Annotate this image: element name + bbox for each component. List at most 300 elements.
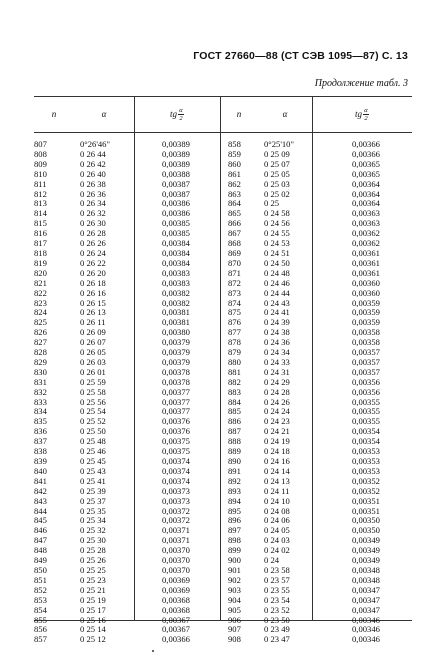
table-cell: 837 bbox=[34, 436, 47, 447]
table-cell: 0 23 52 bbox=[264, 604, 290, 615]
table-cell: 0,00385 bbox=[162, 228, 190, 239]
table-cell: 0 26 40 bbox=[80, 168, 106, 179]
table-cell: 0 25 07 bbox=[264, 158, 290, 169]
table-cell: 0 25 35 bbox=[80, 505, 106, 516]
fraction-numerator: α bbox=[179, 106, 183, 114]
table-cell: 0,00354 bbox=[352, 436, 380, 447]
header-tg-label: tg bbox=[169, 109, 177, 119]
table-cell: 880 bbox=[228, 356, 241, 367]
table-cell: 850 bbox=[34, 564, 47, 575]
table-cell: 0°25'10" bbox=[264, 139, 294, 149]
table-cell: 0,00362 bbox=[352, 228, 380, 239]
table-cell: 873 bbox=[228, 287, 241, 298]
table-cell: 814 bbox=[34, 208, 47, 219]
table-cell: 0 24 43 bbox=[264, 297, 290, 308]
table-cell: 0,00368 bbox=[162, 594, 190, 605]
table-cell: 0,00370 bbox=[162, 564, 190, 575]
fraction-denominator: 2 bbox=[179, 114, 183, 122]
table-cell: 0 24 44 bbox=[264, 287, 290, 298]
table-cell: 833 bbox=[34, 396, 47, 407]
header-n-left: n bbox=[51, 109, 57, 119]
half-angle-fraction bbox=[178, 107, 184, 122]
table-cell: 0,00367 bbox=[162, 614, 190, 625]
angle-table bbox=[34, 96, 412, 645]
table-cell: 872 bbox=[228, 277, 241, 288]
table-cell: 0,00352 bbox=[352, 485, 380, 496]
table-cell: 0,00368 bbox=[162, 604, 190, 615]
table-cell: 815 bbox=[34, 218, 47, 229]
table-cell: 0,00346 bbox=[352, 614, 380, 625]
table-cell: 854 bbox=[34, 604, 47, 615]
table-cell: 0 25 25 bbox=[80, 564, 106, 575]
table-cell: 0,00357 bbox=[352, 356, 380, 367]
table-cell: 0,00352 bbox=[352, 475, 380, 486]
table-cell: 0 25 12 bbox=[80, 634, 106, 645]
table-cell: 846 bbox=[34, 525, 47, 536]
table-cell: 852 bbox=[34, 584, 47, 595]
table-cell: 0 25 21 bbox=[80, 584, 106, 595]
table-cell: 0,00353 bbox=[352, 465, 380, 476]
table-cell: 0,00361 bbox=[352, 267, 380, 278]
table-cell: 821 bbox=[34, 277, 47, 288]
table-cell: 0,00366 bbox=[352, 139, 380, 149]
table-cell: 863 bbox=[228, 188, 241, 199]
table-cell: 0 26 22 bbox=[80, 257, 106, 268]
table-cell: 810 bbox=[34, 168, 47, 179]
table-cell: 0,00366 bbox=[352, 148, 380, 159]
table-cell: 0 24 53 bbox=[264, 238, 290, 249]
header-tg-label: tg bbox=[354, 109, 362, 119]
table-cell: 832 bbox=[34, 386, 47, 397]
table-cell: 0 25 03 bbox=[264, 178, 290, 189]
table-cell: 0,00377 bbox=[162, 396, 190, 407]
table-cell: 0,00355 bbox=[352, 406, 380, 417]
column-divider bbox=[312, 96, 313, 621]
table-cell: 838 bbox=[34, 446, 47, 457]
table-cell: 0 24 18 bbox=[264, 446, 290, 457]
table-cell: 0 25 56 bbox=[80, 396, 106, 407]
table-cell: 835 bbox=[34, 416, 47, 427]
table-cell: 0,00379 bbox=[162, 347, 190, 358]
table-cell: 0,00375 bbox=[162, 436, 190, 447]
table-cell: 819 bbox=[34, 257, 47, 268]
table-cell: 0,00350 bbox=[352, 525, 380, 536]
table-cell: 849 bbox=[34, 555, 47, 566]
table-cell: 908 bbox=[228, 634, 241, 645]
table-cell: 0 26 15 bbox=[80, 297, 106, 308]
table-cell: 901 bbox=[228, 564, 241, 575]
table-cell: 818 bbox=[34, 247, 47, 258]
table-cell: 0 25 43 bbox=[80, 465, 106, 476]
table-cell: 0 25 05 bbox=[264, 168, 290, 179]
table-cell: 0,00376 bbox=[162, 416, 190, 427]
table-cell: 0 25 26 bbox=[80, 555, 106, 566]
table-cell: 811 bbox=[34, 178, 47, 189]
table-cell: 0,00360 bbox=[352, 287, 380, 298]
table-cell: 829 bbox=[34, 356, 47, 367]
table-cell: 876 bbox=[228, 317, 241, 328]
table-cell: 884 bbox=[228, 396, 241, 407]
table-cell: 0,00389 bbox=[162, 158, 190, 169]
table-cell: 869 bbox=[228, 247, 241, 258]
table-cell: 0,00382 bbox=[162, 297, 190, 308]
table-cell: 0 25 17 bbox=[80, 604, 106, 615]
right-alpha-column bbox=[264, 140, 294, 645]
table-cell: 0,00374 bbox=[162, 475, 190, 486]
table-cell: 0 24 29 bbox=[264, 376, 290, 387]
table-cell: 0,00351 bbox=[352, 495, 380, 506]
table-cell: 848 bbox=[34, 545, 47, 556]
table-cell: 0 26 20 bbox=[80, 267, 106, 278]
table-cell: 0,00387 bbox=[162, 188, 190, 199]
table-cell: 0 24 06 bbox=[264, 515, 290, 526]
table-cell: 903 bbox=[228, 584, 241, 595]
table-cell: 0 26 32 bbox=[80, 208, 106, 219]
table-cell: 0,00378 bbox=[162, 376, 190, 387]
table-cell: 853 bbox=[34, 594, 47, 605]
table-cell: 0,00364 bbox=[352, 178, 380, 189]
table-cell: 0 24 41 bbox=[264, 307, 290, 318]
table-cell: 0,00366 bbox=[162, 634, 190, 645]
table-cell: 839 bbox=[34, 456, 47, 466]
table-cell: 0 25 19 bbox=[80, 594, 106, 605]
table-cell: 844 bbox=[34, 505, 47, 516]
table-cell: 865 bbox=[228, 208, 241, 219]
table-cell: 0,00346 bbox=[352, 624, 380, 635]
table-cell: 0,00369 bbox=[162, 584, 190, 595]
table-cell: 902 bbox=[228, 574, 241, 585]
table-cell: 0 25 52 bbox=[80, 416, 106, 427]
table-cell: 879 bbox=[228, 347, 241, 358]
table-cell: 0 24 39 bbox=[264, 317, 290, 328]
table-cell: 0 24 36 bbox=[264, 337, 290, 348]
table-cell: 861 bbox=[228, 168, 241, 179]
table-cell: 0 24 08 bbox=[264, 505, 290, 516]
table-cell: 0 24 26 bbox=[264, 396, 290, 407]
table-cell: 0,00373 bbox=[162, 495, 190, 506]
table-cell: 881 bbox=[228, 366, 241, 377]
table-cell: 898 bbox=[228, 535, 241, 546]
table-cell: 0 24 28 bbox=[264, 386, 290, 397]
table-cell: 0,00389 bbox=[162, 148, 190, 159]
table-cell: 0 25 23 bbox=[80, 574, 106, 585]
table-cell: 0,00349 bbox=[352, 545, 380, 556]
table-cell: 816 bbox=[34, 228, 47, 239]
table-cell: 0 26 09 bbox=[80, 327, 106, 338]
table-cell: 0 25 41 bbox=[80, 475, 106, 486]
table-cell: 0 24 14 bbox=[264, 465, 290, 476]
table-cell: 0 24 48 bbox=[264, 267, 290, 278]
table-cell: 0,00347 bbox=[352, 604, 380, 615]
table-cell: 0 24 58 bbox=[264, 208, 290, 219]
table-cell: 0 26 24 bbox=[80, 247, 106, 258]
table-cell: 0,00377 bbox=[162, 386, 190, 397]
table-cell: 0 24 11 bbox=[264, 485, 290, 496]
table-cell: 824 bbox=[34, 307, 47, 318]
table-cell: 0,00349 bbox=[352, 555, 380, 566]
table-cell: 905 bbox=[228, 604, 241, 615]
table-cell: 0 24 13 bbox=[264, 475, 290, 486]
table-cell: 0 25 50 bbox=[80, 426, 106, 437]
table-cell: 899 bbox=[228, 545, 241, 556]
table-cell: 0 24 05 bbox=[264, 525, 290, 536]
table-cell: 0 23 55 bbox=[264, 584, 290, 595]
table-cell: 0,00372 bbox=[162, 505, 190, 516]
table-header-rule bbox=[34, 132, 412, 133]
table-cell: 0,00386 bbox=[162, 198, 190, 209]
table-cell: 0,00385 bbox=[162, 218, 190, 229]
table-cell: 0,00388 bbox=[162, 168, 190, 179]
right-tg-column bbox=[352, 140, 380, 645]
table-cell: 834 bbox=[34, 406, 47, 417]
table-cell: 877 bbox=[228, 327, 241, 338]
table-cell: 882 bbox=[228, 376, 241, 387]
header-alpha-left: α bbox=[101, 109, 107, 119]
table-cell: 0,00387 bbox=[162, 178, 190, 189]
table-cell: 836 bbox=[34, 426, 47, 437]
table-cell: 0 24 21 bbox=[264, 426, 290, 437]
table-cell: 0,00372 bbox=[162, 515, 190, 526]
header-alpha-right: α bbox=[282, 109, 288, 119]
table-cell: 0,00356 bbox=[352, 376, 380, 387]
table-cell: 878 bbox=[228, 337, 241, 348]
table-cell: 868 bbox=[228, 238, 241, 249]
table-cell: 0,00384 bbox=[162, 238, 190, 249]
page-header: ГОСТ 27660—88 (СТ СЭВ 1095—87) С. 13 bbox=[193, 50, 408, 62]
table-cell: 813 bbox=[34, 198, 47, 209]
table-cell: 0,00347 bbox=[352, 594, 380, 605]
table-cell: 0,00362 bbox=[352, 238, 380, 249]
table-cell: 0,00381 bbox=[162, 307, 190, 318]
table-cell: 870 bbox=[228, 257, 241, 268]
fraction-numerator: α bbox=[364, 106, 368, 114]
table-cell: 0,00363 bbox=[352, 218, 380, 229]
table-cell: 858 bbox=[228, 139, 241, 149]
half-angle-fraction bbox=[363, 107, 369, 122]
table-cell: 831 bbox=[34, 376, 47, 387]
table-cell: 883 bbox=[228, 386, 241, 397]
table-cell: 0,00357 bbox=[352, 366, 380, 377]
table-cell: 0,00374 bbox=[162, 456, 190, 466]
table-cell: 0 26 03 bbox=[80, 356, 106, 367]
table-cell: 0 26 34 bbox=[80, 198, 106, 209]
table-cell: 0 26 07 bbox=[80, 337, 106, 348]
table-cell: 0 25 28 bbox=[80, 545, 106, 556]
table-cell: 0,00355 bbox=[352, 416, 380, 427]
table-cell: 0 26 05 bbox=[80, 347, 106, 358]
table-cell: 0°26'46" bbox=[80, 139, 110, 149]
table-cell: 0 26 11 bbox=[80, 317, 106, 328]
table-cell: 0,00351 bbox=[352, 505, 380, 516]
table-cell: 0,00383 bbox=[162, 267, 190, 278]
table-cell: 0 24 55 bbox=[264, 228, 290, 239]
table-cell: 889 bbox=[228, 446, 241, 457]
table-cell: 0 24 34 bbox=[264, 347, 290, 358]
table-cell: 0 24 16 bbox=[264, 456, 290, 466]
table-cell: 842 bbox=[34, 485, 47, 496]
table-cell: 0,00365 bbox=[352, 168, 380, 179]
table-cell: 0,00386 bbox=[162, 208, 190, 219]
table-cell: 874 bbox=[228, 297, 241, 308]
table-cell: 900 bbox=[228, 555, 241, 566]
table-cell: 0,00383 bbox=[162, 277, 190, 288]
table-cell: 866 bbox=[228, 218, 241, 229]
table-cell: 0 24 31 bbox=[264, 366, 290, 377]
table-cell: 0,00360 bbox=[352, 277, 380, 288]
table-cell: 847 bbox=[34, 535, 47, 546]
table-cell: 904 bbox=[228, 594, 241, 605]
table-cell: 895 bbox=[228, 505, 241, 516]
table-cell: 888 bbox=[228, 436, 241, 447]
table-cell: 0 25 16 bbox=[80, 614, 106, 625]
table-cell: 0 25 34 bbox=[80, 515, 106, 526]
table-cell: 871 bbox=[228, 267, 241, 278]
table-cell: 0,00359 bbox=[352, 307, 380, 318]
table-cell: 0,00364 bbox=[352, 188, 380, 199]
table-cell: 0,00350 bbox=[352, 515, 380, 526]
table-cell: 0 26 38 bbox=[80, 178, 106, 189]
table-cell: 0,00355 bbox=[352, 396, 380, 407]
table-cell: 0 24 50 bbox=[264, 257, 290, 268]
table-cell: 0,00356 bbox=[352, 386, 380, 397]
table-cell: 0 25 48 bbox=[80, 436, 106, 447]
table-cell: 0 26 30 bbox=[80, 218, 106, 229]
table-cell: 0,00365 bbox=[352, 158, 380, 169]
table-cell: 0,00348 bbox=[352, 574, 380, 585]
left-alpha-column bbox=[80, 140, 110, 645]
table-cell: 0 24 38 bbox=[264, 327, 290, 338]
table-cell: 827 bbox=[34, 337, 47, 348]
table-cell: 0,00353 bbox=[352, 456, 380, 466]
table-cell: 0 24 19 bbox=[264, 436, 290, 447]
table-cell: 0 26 18 bbox=[80, 277, 106, 288]
table-cell: 891 bbox=[228, 465, 241, 476]
table-cell: 0 25 37 bbox=[80, 495, 106, 506]
table-cell: 867 bbox=[228, 228, 241, 239]
table-cell: 0,00371 bbox=[162, 535, 190, 546]
table-cell: 857 bbox=[34, 634, 47, 645]
table-cell: 856 bbox=[34, 624, 47, 635]
table-cell: 875 bbox=[228, 307, 241, 318]
table-cell: 0,00354 bbox=[352, 426, 380, 437]
table-cell: 906 bbox=[228, 614, 241, 625]
table-cell: 907 bbox=[228, 624, 241, 635]
table-cell: 0 23 47 bbox=[264, 634, 290, 645]
table-cell: 0,00367 bbox=[162, 624, 190, 635]
table-cell: 0 25 54 bbox=[80, 406, 106, 417]
left-tg-column bbox=[162, 140, 190, 645]
table-cell: 0,00381 bbox=[162, 317, 190, 328]
table-cell: 0,00359 bbox=[352, 297, 380, 308]
table-cell: 0 24 02 bbox=[264, 545, 290, 556]
table-cell: 0,00361 bbox=[352, 247, 380, 258]
column-divider-center bbox=[220, 96, 221, 621]
table-cell: 0 24 46 bbox=[264, 277, 290, 288]
table-cell: 0 26 01 bbox=[80, 366, 106, 377]
table-cell: 807 bbox=[34, 139, 47, 149]
left-n-column bbox=[34, 140, 47, 645]
table-cell: 0 25 39 bbox=[80, 485, 106, 496]
table-cell: 0 25 32 bbox=[80, 525, 106, 536]
table-cell: 0,00373 bbox=[162, 485, 190, 496]
table-cell: 0 24 51 bbox=[264, 247, 290, 258]
table-cell: 825 bbox=[34, 317, 47, 328]
header-tg-left bbox=[134, 96, 220, 132]
table-cell: 0 26 28 bbox=[80, 228, 106, 239]
table-cell: 0,00370 bbox=[162, 555, 190, 566]
table-cell: 0 25 bbox=[264, 198, 280, 209]
table-cell: 843 bbox=[34, 495, 47, 506]
table-cell: 860 bbox=[228, 158, 241, 169]
table-cell: 890 bbox=[228, 456, 241, 466]
table-cell: 0,00376 bbox=[162, 426, 190, 437]
table-cell: 0 26 36 bbox=[80, 188, 106, 199]
table-cell: 0,00375 bbox=[162, 446, 190, 457]
table-cell: 828 bbox=[34, 347, 47, 358]
table-cell: 826 bbox=[34, 327, 47, 338]
table-cell: 0,00347 bbox=[352, 584, 380, 595]
table-cell: 840 bbox=[34, 465, 47, 476]
table-cell: 0 26 16 bbox=[80, 287, 106, 298]
table-cell: 0,00353 bbox=[352, 446, 380, 457]
table-cell: 0,00379 bbox=[162, 356, 190, 367]
table-cell: 0,00346 bbox=[352, 634, 380, 645]
table-cell: 897 bbox=[228, 525, 241, 536]
table-cell: 0,00370 bbox=[162, 545, 190, 556]
table-cell: 0 24 23 bbox=[264, 416, 290, 427]
table-cell: 864 bbox=[228, 198, 241, 209]
table-cell: 896 bbox=[228, 515, 241, 526]
table-cell: 0 25 14 bbox=[80, 624, 106, 635]
table-cell: 851 bbox=[34, 574, 47, 585]
table-cell: 0,00378 bbox=[162, 366, 190, 377]
table-cell: 822 bbox=[34, 287, 47, 298]
table-cell: 0 23 57 bbox=[264, 574, 290, 585]
table-cell: 823 bbox=[34, 297, 47, 308]
print-speck bbox=[152, 650, 154, 652]
table-cell: 0 23 49 bbox=[264, 624, 290, 635]
table-cell: 0 24 56 bbox=[264, 218, 290, 229]
table-cell: 0 25 30 bbox=[80, 535, 106, 546]
table-cell: 0 23 50 bbox=[264, 614, 290, 625]
table-cell: 894 bbox=[228, 495, 241, 506]
table-cell: 841 bbox=[34, 475, 47, 486]
table-cell: 887 bbox=[228, 426, 241, 437]
table-cell: 886 bbox=[228, 416, 241, 427]
fraction-denominator: 2 bbox=[364, 114, 368, 122]
table-cell: 820 bbox=[34, 267, 47, 278]
table-cell: 859 bbox=[228, 148, 241, 159]
table-cell: 0,00380 bbox=[162, 327, 190, 338]
table-cell: 0 23 54 bbox=[264, 594, 290, 605]
table-cell: 0 26 42 bbox=[80, 158, 106, 169]
table-cell: 0,00361 bbox=[352, 257, 380, 268]
table-cell: 0 25 02 bbox=[264, 188, 290, 199]
table-cell: 0,00349 bbox=[352, 535, 380, 546]
table-cell: 0,00379 bbox=[162, 337, 190, 348]
table-cell: 0 26 13 bbox=[80, 307, 106, 318]
table-cell: 0 26 44 bbox=[80, 148, 106, 159]
table-cell: 0,00358 bbox=[352, 327, 380, 338]
table-cell: 0,00371 bbox=[162, 525, 190, 536]
table-cell: 817 bbox=[34, 238, 47, 249]
table-cell: 862 bbox=[228, 178, 241, 189]
table-cell: 885 bbox=[228, 406, 241, 417]
table-cell: 0 23 58 bbox=[264, 564, 290, 575]
table-cell: 0 24 33 bbox=[264, 356, 290, 367]
header-n-right: n bbox=[236, 109, 242, 119]
table-cell: 0 24 24 bbox=[264, 406, 290, 417]
